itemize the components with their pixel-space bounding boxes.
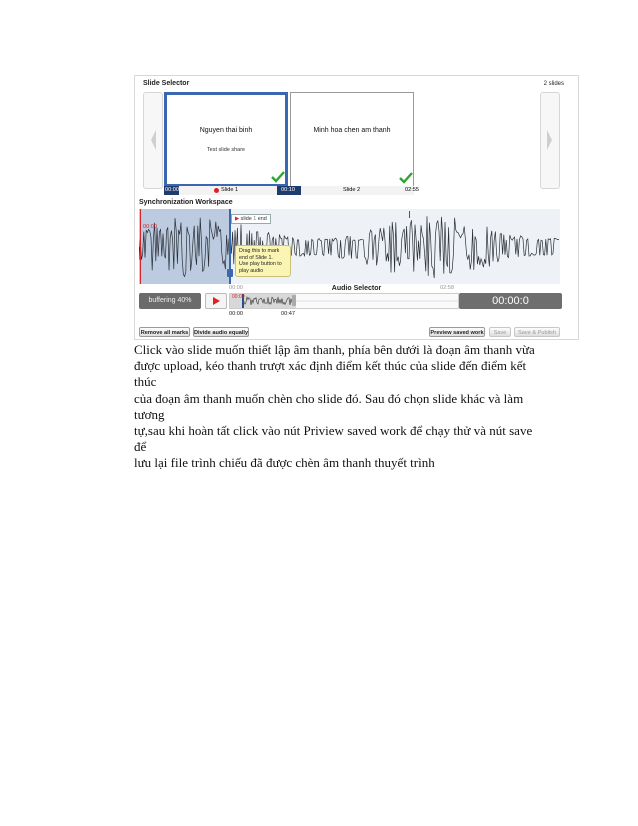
- sync-workspace-title: Synchronization Workspace: [139, 199, 233, 206]
- scroll-right-button[interactable]: [540, 92, 560, 189]
- slide-1-title: Nguyen thai binh: [199, 127, 253, 134]
- drag-handle-grip[interactable]: [227, 269, 233, 277]
- screenshot-panel: [134, 75, 579, 340]
- slide-thumbnail-1[interactable]: [164, 92, 288, 187]
- workspace-start-time: 00:00: [143, 224, 157, 230]
- scroll-left-button[interactable]: [143, 92, 163, 189]
- check-icon: [399, 172, 413, 184]
- audio-selector-title: Audio Selector: [331, 285, 382, 292]
- mini-waveform: [230, 294, 458, 308]
- audio-right-time: 02:58: [440, 285, 454, 291]
- chevron-left-icon: [144, 93, 162, 188]
- slide-2-end-time: 02:55: [405, 187, 419, 193]
- marker-slide-label: slide: [240, 216, 252, 222]
- chevron-right-icon: [541, 93, 559, 188]
- audio-overview-track[interactable]: [229, 293, 459, 309]
- playhead-line: [140, 209, 141, 284]
- slide-selector-title: Slide Selector: [143, 80, 190, 87]
- play-button[interactable]: [205, 293, 227, 309]
- range-start-time: 00:00: [229, 311, 243, 317]
- slide-thumbnail-2[interactable]: [290, 92, 414, 187]
- slide-2-title: Minh hoa chen am thanh: [313, 127, 391, 134]
- drag-hint-tooltip: Drag this to mark end of Slide 1. Use play button to play audio: [235, 245, 291, 277]
- range-mid-time: 00:47: [281, 311, 295, 317]
- waveform: [139, 209, 560, 284]
- tick-mark: [409, 211, 410, 218]
- save-button[interactable]: Save: [489, 327, 511, 337]
- play-icon: [206, 294, 226, 308]
- remove-all-marks-button[interactable]: Remove all marks: [139, 327, 190, 337]
- recording-dot-icon: [214, 188, 219, 193]
- save-publish-button[interactable]: Save & Publish: [514, 327, 560, 337]
- slide-1-label: Slide 1: [221, 187, 239, 193]
- slide-1-start-time: 00:00: [165, 187, 179, 193]
- slide-end-marker-tag: ▶ slide 1 end: [231, 214, 271, 224]
- audio-left-time: 00:00: [229, 285, 243, 291]
- description-paragraph: Click vào slide muốn thiết lập âm thanh, phía bên dưới là đoạn âm thanh vừa được upload, kéo thanh trượt xác định điểm kết thúc của slide đến điểm kết thúc của đoạn âm thanh muốn chèn cho slide đó. Sau đó chọn slide khác và làm tương tự,sau khi hoàn tất click vào nút Priview saved work để chạy thử và nút save để lưu lại file trình chiếu đã được chèn âm thanh thuyết trình: [134, 342, 535, 471]
- preview-saved-work-button[interactable]: Preview saved work: [429, 327, 485, 337]
- check-icon: [271, 171, 285, 183]
- time-display: 00:00:0: [459, 293, 562, 309]
- slide-count: 2 slides: [543, 81, 564, 87]
- range-handle-right[interactable]: [292, 295, 296, 306]
- marker-end-label: end: [257, 216, 267, 222]
- slide-2-label: Slide 2: [343, 187, 361, 193]
- audio-marker-start: 00:00: [232, 294, 245, 300]
- waveform-area[interactable]: [139, 209, 560, 284]
- divide-audio-button[interactable]: Divide audio equally: [193, 327, 249, 337]
- slide-2-start-time: 00:10: [281, 187, 295, 193]
- buffering-status: buffering 40%: [139, 293, 201, 309]
- slide-1-subtitle: Test slide share: [206, 147, 246, 153]
